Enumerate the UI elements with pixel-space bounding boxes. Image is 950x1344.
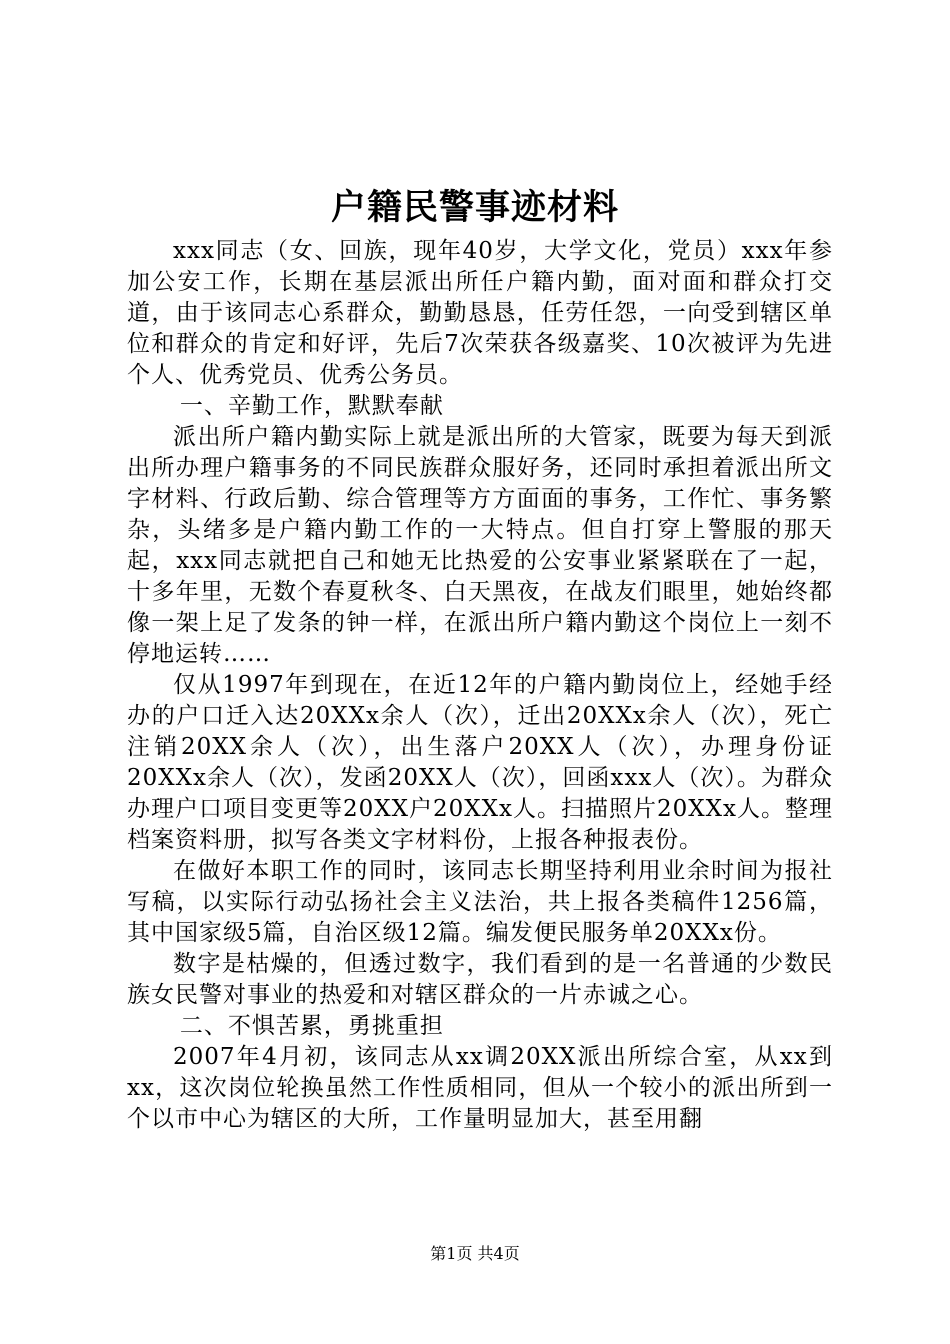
body-paragraph: 派出所户籍内勤实际上就是派出所的大管家，既要为每天到派出所办理户籍事务的不同民族群众服好务，还同时承担着派出所文字材料、行政后勤、综合管理等方方面面的事务，工作忙、事务繁杂，头绪多是户籍内勤工作的一大特点。但自打穿上警服的那天起，xxx同志就把自己和她无比热爱的公安事业紧紧联在了一起，十多年里，无数个春夏秋冬、白天黑夜，在战友们眼里，她始终都像一架上足了发条的钟一样，在派出所户籍内勤这个岗位上一刻不停地运转……	[127, 424, 833, 667]
document-body	[127, 236, 833, 1135]
body-paragraph: 数字是枯燥的，但透过数字，我们看到的是一名普通的少数民族女民警对事业的热爱和对辖区群众的一片赤诚之心。	[127, 951, 833, 1008]
section-heading-2: 二、不惧苦累，勇挑重担	[179, 1013, 444, 1039]
intro-paragraph: xxx同志（女、回族，现年40岁，大学文化，党员）xxx年参加公安工作，长期在基层派出所任户籍内勤，面对面和群众打交道，由于该同志心系群众，勤勤恳恳，任劳任怨，一向受到辖区单位和群众的肯定和好评，先后7次荣获各级嘉奖、10次被评为先进个人、优秀党员、优秀公务员。	[127, 238, 833, 388]
page-number: 第1页 共4页	[430, 1244, 520, 1263]
body-paragraph: 仅从1997年到现在，在近12年的户籍内勤岗位上，经她手经办的户口迁入达20XXx余人（次），迁出20XXx余人（次），死亡注销20XX余人（次），出生落户20XX人（次），办理身份证20XXx余人（次），发函20XX人（次），回函xxx人（次）。为群众办理户口项目变更等20XX户20XXx人。扫描照片20XXx人。整理档案资料册，拟写各类文字材料份，上报各种报表份。	[127, 672, 833, 853]
body-paragraph: 2007年4月初，该同志从xx调20XX派出所综合室，从xx到xx，这次岗位轮换虽然工作性质相同，但从一个较小的派出所到一个以市中心为辖区的大所，工作量明显加大，甚至用翻	[127, 1044, 833, 1132]
body-paragraph: 在做好本职工作的同时，该同志长期坚持利用业余时间为报社写稿，以实际行动弘扬社会主义法治，共上报各类稿件1256篇，其中国家级5篇，自治区级12篇。编发便民服务单20XXx份。	[127, 858, 833, 946]
document-title: 户籍民警事迹材料	[330, 187, 619, 228]
section-heading-1: 一、辛勤工作，默默奉献	[179, 393, 444, 419]
